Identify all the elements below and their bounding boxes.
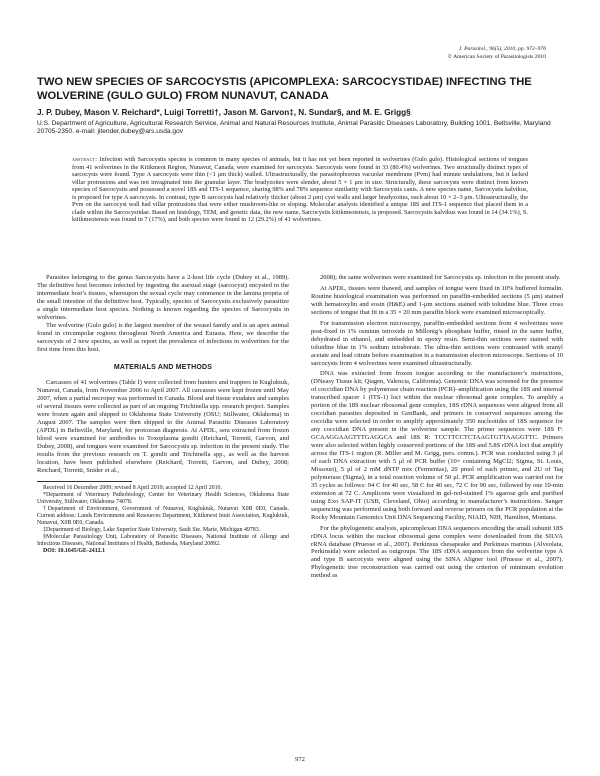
copyright-line: © American Society of Parasitologists 2010 — [447, 53, 546, 60]
journal-issue-line: J. Parasitol., 96(5), 2010, pp. 972–976 — [458, 46, 546, 52]
methods-paragraph-1: Carcasses of 41 wolverines (Table I) were collected from hunters and trappers in Kugluktuk, Nunavut, Canada, from November 2006 to April 2007. All carcasses were kept frozen until May 2007, when a partial necropsy was performed in Canada. Blood and tissue exudates and samples of several tissues were collected as part of an ongoing Trichinella spp. research project. Samples were frozen again and shipped to Oklahoma State University (OSU; Stillwater, Oklahoma) in August 2007. The samples were then shipped to the Animal Parasitic Diseases Laboratory (APDL) in Beltsville, Maryland, for protozoan diagnosis. At APDL, sera extracted from frozen blood were examined for antibodies to Toxoplasma gondii (Reichard, Torretti, Garvon, and Dubey, 2008), and tongues were examined for Sarcocystis sp. infection in the present study. The results from the previous research on T. gondii and Trichinella spp., as well as the harvest location, have been published elsewhere (Reichard, Torretti, Garvon, and Dubey, 2008; Reichard, Torretti, Snider et al., — [37, 379, 289, 474]
doi-link[interactable]: DOI: 10.1645/GE-2412.1 — [43, 547, 106, 554]
journal-citation — [306, 46, 546, 61]
left-column — [37, 274, 289, 555]
right-column — [311, 274, 563, 580]
footnote-affiliation-4: §Molecular Parasitology Unit, Laboratory of Parasitic Diseases, National Institute of Allergy and Infectious Diseases, National Institutes of Health, Bethesda, Maryland 20892. — [37, 533, 289, 547]
footnote-affiliation-1: *Department of Veterinary Pathobiology, Center for Veterinary Health Sciences, Oklahoma State University, Stillwater, Oklahoma 74078. — [37, 491, 289, 505]
body-paragraph-1: 2008); the same wolverines were examined for Sarcocystis sp. infection in the present study. — [320, 274, 561, 281]
footnote-divider — [37, 481, 132, 482]
page-number: 972 — [295, 756, 305, 763]
abstract — [72, 156, 528, 224]
article-title: TWO NEW SPECIES OF SARCOCYSTIS (APICOMPLEXA: SARCOCYSTIDAE) INFECTING THE WOLVERINE (GULO GULO) FROM NUNAVUT, CANADA — [37, 76, 532, 102]
author-affiliation: U.S. Department of Agriculture, Agricultural Research Service, Animal and Natural Resources Institute, Animal Parasitic Diseases Laboratory, Building 1001, Beltsville, Maryland 20705-2350. e-mail: jitender.dubey@ars.usda.gov — [37, 120, 551, 135]
author-list: J. P. Dubey, Mason V. Reichard*, Luigi Torretti†, Jason M. Garvon‡, N. Sundar§, and M. E. Grigg§ — [37, 108, 411, 117]
footnote-affiliation-3: ‡Department of Biology, Lake Superior State University, Sault Ste. Marie, Michigan 49783. — [43, 526, 261, 533]
body-paragraph-4: DNA was extracted from frozen tongue according to the manufacturer’s instructions, (DNeasy Tissue kit; Qiagen, Valencia, California). Genomic DNA was screened for the presence of coccidian DNA by polymerase chain reaction (PCR)–amplification using the 18S and internal transcribed spacer 1 (ITS-1) loci within the nuclear ribosomal gene complex. To amplify a portion of the 18S nuclear ribosomal gene complex, 18S rDNA sequences were aligned from all coccidian parasites deposited in GenBank, and primers in conserved sequences among the coccidia were selected in order to amplify approximately 350 nucleotides of 18S sequence for any coccidian DNA present in the wolverine sample. The primer sequences were 18S F: GCAAGGAAGTTTGAGGCA and 18S R: TCCTTCCTCTAAGTGTTAAGGTTC. Primers were also selected within highly conserved portions of the 18S and 5.8S rDNA loci that amplify across the ITS-1 region (R. Miller and M. Grigg, pers. comm.). PCR was conducted using 3 μl of each DNA extraction with 5 μl of PCR buffer (10× containing MgCl2; Sigma, St. Louis, Missouri), 5 μl of 2 mM dNTP mix (Fermentas), 20 pmol of each primer, and 2U of Taq polymerase (Sigma), in a total reaction volume of 50 μl. PCR amplification was carried out for 35 cycles as follows: 94 C for 40 sec, 58 C for 40 sec, 72 C for 90 sec, followed by one 10-min extension at 72 C. Amplicons were visualized in gel-red-stained 1% agarose gels and purified using Exo SAP-IT (USB, Cleveland, Ohio) according to manufacturer’s instructions. Sanger sequencing was performed using both forward and reverse primers on the PCR population at the Rocky Mountain Genomics Unit DNA Sequencing Facility, NIAID, NIH, Hamilton, Montana. — [311, 370, 563, 521]
intro-paragraph-2: The wolverine (Gulo gulo) is the largest member of the weasel family and is an apex animal found in circumpolar regions throughout North America and Eurasia. Here, we describe the sarcocysts of 2 new species, as well as report the prevalence of infections in wolverines for the first time from this host. — [37, 321, 289, 353]
section-heading-materials-methods: MATERIALS AND METHODS — [113, 363, 213, 371]
abstract-label: abstract: — [72, 156, 98, 163]
body-paragraph-3: For transmission electron microscopy, paraffin-embedded sections from 4 wolverines were post-fixed in 1% osmium tetroxide in Millonig’s phosphate buffer, rinsed in the same buffer, dehydrated in ethanol, and embedded in epoxy resin. Semi-thin sections were stained with toluidine blue in 1% sodium tetraborate. The ultra-thin sections were contrasted with uranyl acetate and lead citrate before examination in a transmission electron microscope. Sections of 10 sarcocysts from 4 wolverines were examined ultrastructurally. — [311, 319, 563, 367]
abstract-text: Infection with Sarcocystis species is common in many species of animals, but it has not yet been reported in wolverines (Gulo gulo). Histological sections of tongues from 41 wolverines in the Kitikmeot Region, Nunavut, Canada, were examined for sarcocysts. Sarcocysts were found in 33 (80.4%) wolverines. Two structurally distinct types of sarcocysts were found. Type A sarcocysts were thin (<1 μm thick) walled. Ultrastructurally, the parasitophorous vacuolar membrane (Pvm) had minute undulations, but it lacked villar protrusions and was not invaginated into the granular layer. The bradyzoites were slender, about 5 × 1 μm in size. Structurally, these sarcocysts were distinct from known species of Sarcocystis and possessed a novel 18S and ITS-1 sequence, sharing 98% and 78% sequence similarity with Sarcocystis canis. A new species name, Sarcocystis kalvikus, is proposed for type A sarcocysts. In contrast, type B sarcocysts had relatively thicker (about 2 μm) cyst walls and larger bradyzoites, each about 10 × 2–3 μm. Ultrastructurally, the Pvm on the sarcocyst wall had villar protrusions that were either mushroom-like or sloping. Molecular analysis identified a unique 18S and ITS-1 sequence that placed them in a clade within the Sarcocystidae. Based on histology, TEM, and genetic data, the new name, Sarcocystis kitikmeotensis, is proposed. Sarcocystis kalvikus was found in 14 (34.1%), S. kitikmeotensis was found in 7 (17%), and both species were found in 12 (29.2%) of 41 wolverines. — [72, 156, 528, 224]
footnotes — [37, 485, 289, 555]
intro-paragraph-1: Parasites belonging to the genus Sarcocystis have a 2-host life cycle (Dubey et al., 1989). The definitive host becomes infected by ingesting the asexual stage (sarcocyst) encysted in the intermediate host’s tissues, whereupon the sexual cycle may commence in the lamina propria of the small intestine of the definitive host. Typically, species of Sarcocystis exclusively parasitize a single intermediate host species. Nothing is known regarding the species of Sarcocystis in wolverines. — [37, 274, 289, 321]
body-paragraph-2: At APDL, tissues were thawed, and samples of tongue were fixed in 10% buffered formalin. Routine histological examination was performed on paraffin-embedded sections (5 μm) stained with hematoxylin and eosin (H&E) and 1-μm sections stained with toluidine blue. Three cross sections of tongue that fit in a 35 × 20 mm paraffin block were examined microscopically. — [311, 284, 563, 316]
footnote-affiliation-2: †Department of Environment, Government of Nunavut, Kugluktuk, Nunavut X0B 0E0, Canada. Current address: Lands Environment and Resources Department, Kitikmeot Inuit Association, Kugluktuk, Nunavut, X0B 0E0, Canada. — [37, 505, 289, 526]
body-paragraph-5: For the phylogenetic analysis, apicomplexan DNA sequences encoding the small subunit 18S rDNA locus within the nuclear ribosomal gene complex were downloaded from the SILVA rRNA database (Pruesse et al., 2007). Perkinsus chesapeake and Perkinsus marinus (Alveolata, Perkinsida) were selected as outgroups. The 18S rDNA sequences from the wolverine type A and type B sarcocysts were aligned using the SINA Aligner tool (Pruesse et al., 2007). Phylogenetic tree reconstruction was carried out using the criterion of minimum evolution method as — [311, 524, 563, 580]
footnote-received: Received 16 December 2009; revised 8 April 2010; accepted 12 April 2010. — [43, 484, 222, 491]
